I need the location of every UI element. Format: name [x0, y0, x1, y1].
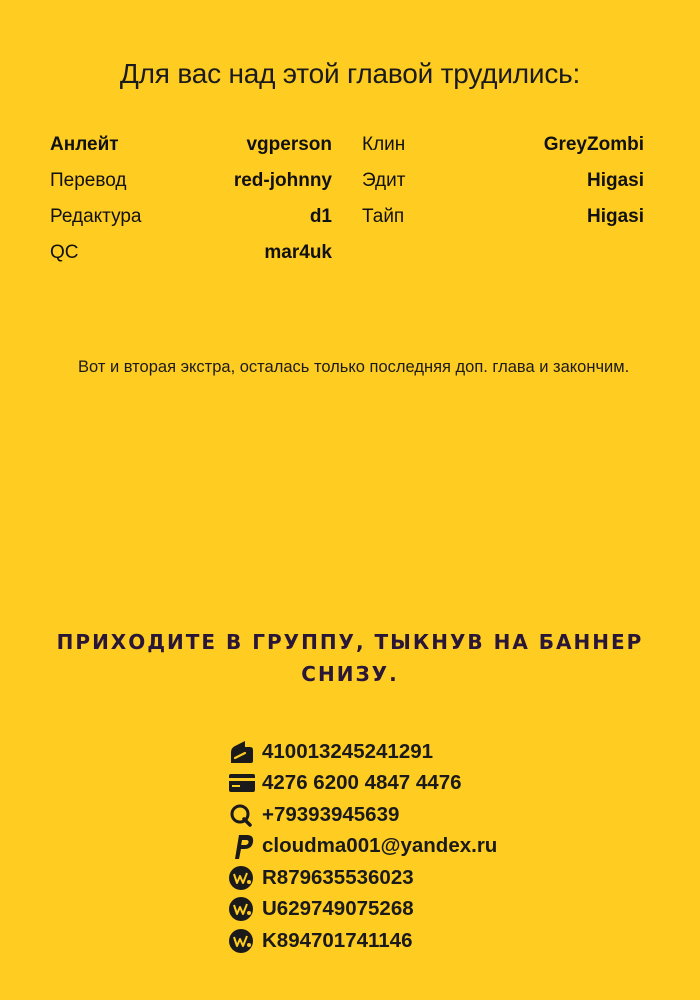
chapter-note: Вот и вторая экстра, осталась только последняя доп. глава и закончим.: [78, 357, 630, 376]
payment-row: [228, 799, 497, 831]
credit-card-icon: [228, 769, 258, 797]
credit-role: QC: [50, 242, 79, 263]
credit-row: [362, 130, 644, 160]
credit-row: [50, 202, 332, 232]
payment-value: U629749075268: [262, 897, 414, 921]
credit-name: Higasi: [586, 206, 644, 227]
credit-role: Тайп: [362, 206, 405, 227]
credit-name: Higasi: [586, 170, 644, 191]
payment-row: [228, 862, 497, 894]
page-title: Для вас над этой главой трудились:: [119, 58, 581, 89]
credit-row: [50, 130, 332, 160]
credit-name: vgperson: [246, 134, 332, 155]
credit-role: Анлейт: [50, 134, 119, 155]
payment-row: [228, 831, 497, 863]
credit-row: [50, 238, 332, 268]
webmoney-icon: [228, 864, 258, 892]
payment-value: K894701741146: [262, 928, 413, 952]
credit-role: Клин: [362, 134, 406, 155]
payment-value: cloudma001@yandex.ru: [262, 834, 498, 858]
credit-row: [50, 166, 332, 196]
credit-row: [362, 166, 644, 196]
credit-role: Редактура: [50, 206, 142, 227]
group-banner-text: ПРИХОДИТЕ В ГРУППУ, ТЫКНУВ НА БАННЕР СНИЗУ.: [56, 630, 644, 686]
payment-details: [228, 736, 497, 957]
qiwi-icon: [228, 801, 258, 829]
credit-name: mar4uk: [264, 242, 332, 263]
webmoney-icon: [228, 895, 258, 923]
payment-value: R879635536023: [262, 865, 414, 889]
credit-name: d1: [309, 206, 332, 227]
payment-value: 4276 6200 4847 4476: [262, 771, 462, 795]
payment-value: +79393945639: [262, 802, 400, 826]
yandex-money-icon: [228, 738, 258, 766]
payment-row: [228, 894, 497, 926]
payment-row: [228, 925, 497, 957]
payment-value: 410013245241291: [262, 739, 434, 763]
payment-row: [228, 736, 497, 768]
credit-name: GreyZombi: [543, 134, 644, 155]
credit-row: [362, 202, 644, 232]
webmoney-icon: [228, 927, 258, 955]
credit-role: Перевод: [50, 170, 127, 191]
credit-role: Эдит: [362, 170, 406, 191]
credit-name: red-johnny: [233, 170, 332, 191]
payment-row: [228, 768, 497, 800]
paypal-icon: [228, 832, 258, 860]
